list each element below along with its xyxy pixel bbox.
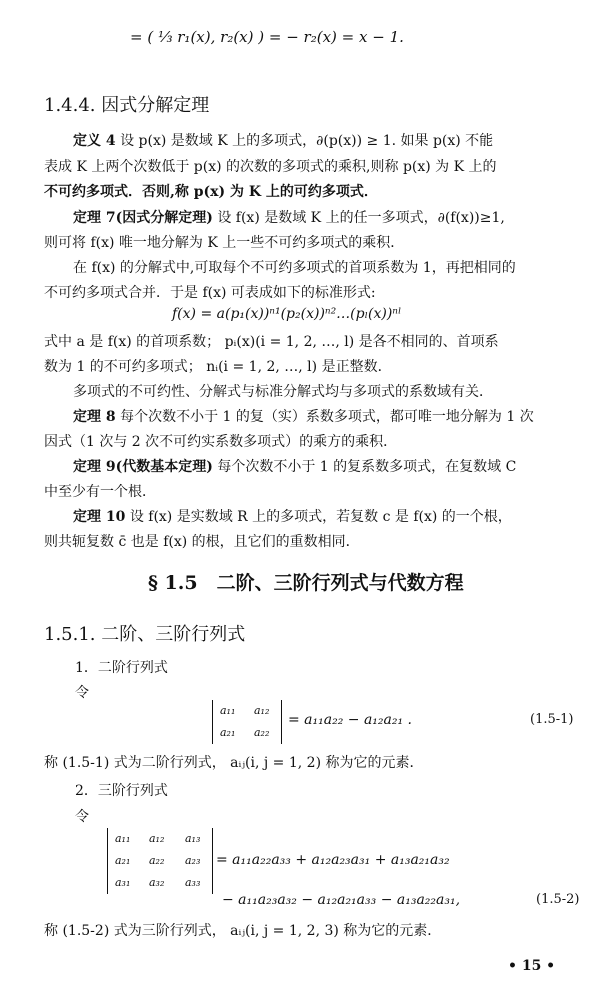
theorem-10-line1 [73, 506, 512, 526]
det2-expansion: = a₁₁a₂₂ − a₁₂a₂₁ . [288, 712, 412, 728]
det3-cell: a₂₁ [115, 854, 131, 867]
det3-description: 称 (1.5-2) 式为三阶行列式， aᵢⱼ(i, j = 1, 2, 3) 称为它的元素． [44, 923, 442, 939]
det3-cell: a₁₂ [149, 832, 165, 845]
theorem-8-text: 每个次数不小于 1 的复（实）系数多项式，都可唯一地分解为 1 次 [120, 409, 534, 425]
definition-4-line2: 表成 K 上两个次数低于 p(x) 的次数的多项式的乘积,则称 p(x) 为 K 上的 [44, 159, 497, 175]
theorem-7-label: 定理 7(因式分解定理) [73, 210, 213, 226]
subsection-heading: 1.4.4. 因式分解定理 [44, 95, 210, 116]
theorem-8-line1 [73, 406, 534, 426]
let-2: 令 [75, 809, 89, 825]
item-1-title: 1．二阶行列式 [75, 660, 168, 676]
paragraph-line2: 不可约多项式合并．于是 f(x) 可表成如下的标准形式: [44, 285, 376, 301]
theorem-10-text: 设 f(x) 是实数域 R 上的多项式，若复数 c 是 f(x) 的一个根， [129, 509, 512, 525]
theorem-10-label: 定理 10 [73, 509, 126, 525]
paragraph-line4: 数为 1 的不可约多项式； nᵢ(i = 1, 2, …, l) 是正整数． [44, 359, 392, 375]
theorem-7-line1 [73, 207, 505, 227]
paragraph-coefficient-field: 多项式的不可约性、分解式与标准分解式均与多项式的系数域有关． [73, 384, 493, 400]
det2-cell: a₁₁ [220, 704, 236, 717]
definition-4-line1 [73, 130, 493, 150]
theorem-8-label: 定理 8 [73, 409, 116, 425]
subsection-heading-2: 1.5.1. 二阶、三阶行列式 [44, 624, 246, 645]
det3-cell: a₂₂ [149, 854, 165, 867]
theorem-7-text: 设 f(x) 是数域 K 上的任一多项式，∂(f(x))≥1, [217, 210, 505, 226]
theorem-9-line1 [73, 456, 516, 476]
definition-4-text: 设 p(x) 是数域 K 上的多项式，∂(p(x)) ≥ 1. 如果 p(x) 不能 [120, 133, 494, 149]
det3-expansion-line1: = a₁₁a₂₂a₃₃ + a₁₂a₂₃a₃₁ + a₁₃a₂₁a₃₂ [216, 852, 450, 868]
page-number: • 15 • [508, 958, 556, 974]
paragraph-line3: 式中 a 是 f(x) 的首项系数； pᵢ(x)(i = 1, 2, …, l) 是各不相同的、首项系 [44, 334, 499, 350]
standard-form-formula: f(x) = a(p₁(x))ⁿ¹(p₂(x))ⁿ²…(pₗ(x))ⁿˡ [172, 306, 402, 322]
det2-description: 称 (1.5-1) 式为二阶行列式， aᵢⱼ(i, j = 1, 2) 称为它的元素． [44, 755, 424, 771]
paragraph-line1: 在 f(x) 的分解式中,可取每个不可约多项式的首项系数为 1，再把相同的 [73, 260, 516, 276]
det3-cell: a₂₃ [185, 854, 201, 867]
section-title: § 1.5 二阶、三阶行列式与代数方程 [148, 572, 464, 594]
det2-cell: a₂₂ [254, 726, 270, 739]
det3-cell: a₃₂ [149, 876, 165, 889]
theorem-9-line2: 中至少有一个根． [44, 484, 156, 500]
determinant-3x3 [107, 828, 213, 894]
theorem-9-label: 定理 9(代数基本定理) [73, 459, 213, 475]
let-1: 令 [75, 685, 89, 701]
equation-number-1: (1.5-1) [530, 712, 574, 727]
definition-4-line3: 不可约多项式．否则,称 p(x) 为 K 上的可约多项式． [44, 184, 378, 200]
determinant-2x2 [212, 700, 282, 744]
det2-cell: a₁₂ [254, 704, 270, 717]
det2-cell: a₂₁ [220, 726, 236, 739]
theorem-10-line2: 则共轭复数 c̄ 也是 f(x) 的根，且它们的重数相同． [44, 534, 360, 550]
theorem-8-line2: 因式（1 次与 2 次不可约实系数多项式）的乘方的乘积． [44, 434, 398, 450]
det3-cell: a₃₁ [115, 876, 131, 889]
det3-cell: a₁₁ [115, 832, 131, 845]
theorem-9-text: 每个次数不小于 1 的复系数多项式，在复数域 C [217, 459, 517, 475]
theorem-7-line2: 则可将 f(x) 唯一地分解为 K 上一些不可约多项式的乘积． [44, 235, 405, 251]
definition-4-label: 定义 4 [73, 133, 116, 149]
item-2-title: 2．三阶行列式 [75, 783, 168, 799]
equation-number-2: (1.5-2) [536, 892, 580, 907]
det3-cell: a₁₃ [185, 832, 201, 845]
det3-expansion-line2: − a₁₁a₂₃a₃₂ − a₁₂a₂₁a₃₃ − a₁₃a₂₂a₃₁, [222, 892, 461, 908]
det3-cell: a₃₃ [185, 876, 201, 889]
top-formula: = ( ⅓ r₁(x), r₂(x) ) = − r₂(x) = x − 1. [130, 28, 404, 46]
